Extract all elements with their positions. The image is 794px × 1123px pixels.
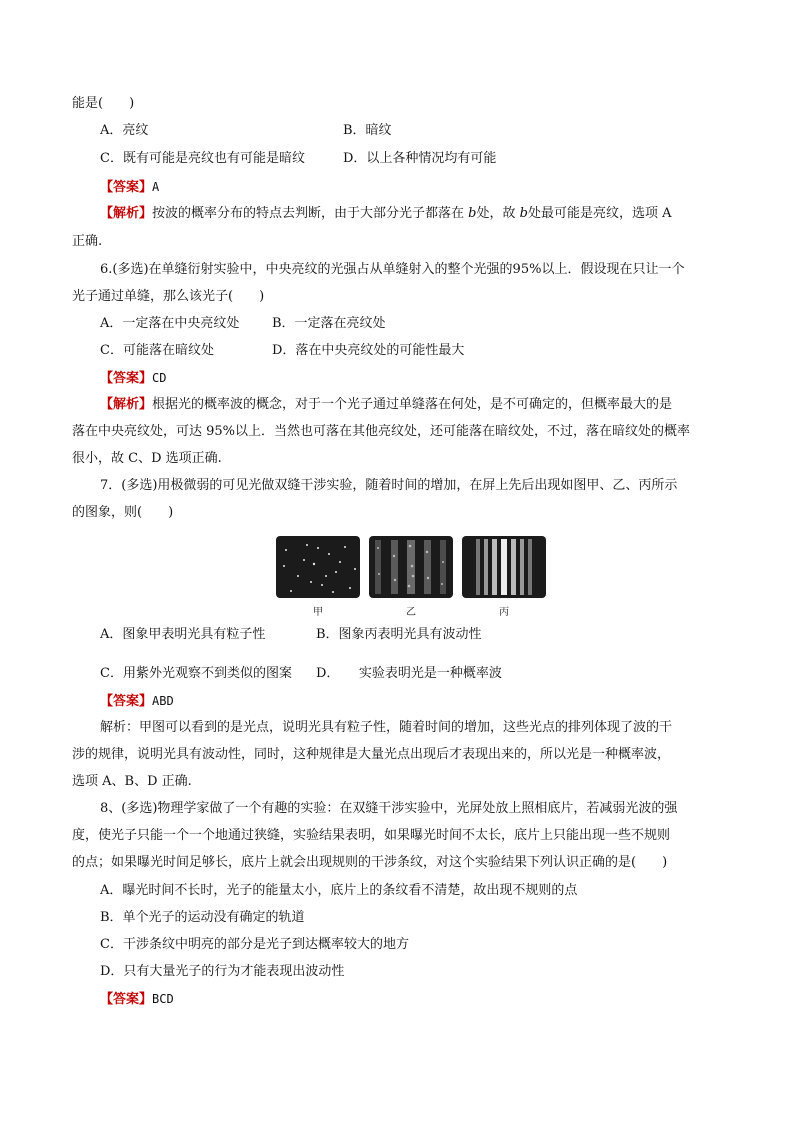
- q7-stem-line-2: 的图象，则( ): [72, 505, 174, 520]
- analysis-label: 【解析】: [100, 206, 153, 221]
- analysis-text: 根据光的概率波的概念，对于一个光子通过单缝落在何处，是不可确定的，但概率最大的是: [152, 397, 673, 412]
- q6-option-b: B．一定落在亮纹处: [272, 316, 386, 331]
- q5-answer: [100, 177, 159, 198]
- q7-answer: [100, 691, 174, 712]
- q7-analysis-line-3: 选项 A、B、D 正确.: [72, 774, 192, 789]
- q6-analysis-line-2: 落在中央亮纹处，可达 95%以上．当然也可落在其他亮纹处，还可能落在暗纹处，不过，落在暗纹处的概率: [72, 424, 691, 439]
- analysis-label: 【解析】: [100, 397, 153, 412]
- answer-label: 【答案】: [100, 371, 153, 386]
- q6-option-c: C．可能落在暗纹处: [100, 343, 214, 358]
- q8-answer: [100, 989, 174, 1010]
- analysis-text: 按波的概率分布的特点去判断，由于大部分光子都落在: [152, 206, 469, 221]
- q8-option-b: B．单个光子的运动没有确定的轨道: [100, 910, 305, 925]
- answer-label: 【答案】: [100, 180, 153, 195]
- q5-option-a: A．亮纹: [100, 123, 149, 138]
- figure-jia-particle-dots: [276, 536, 360, 598]
- q6-analysis-line-1: [100, 395, 672, 415]
- q8-stem-line-1: 8、(多选)物理学家做了一个有趣的实验：在双缝干涉实验中，光屏处放上照相底片，若减弱光波的强: [100, 801, 678, 816]
- q7-analysis-line-2: 涉的规律，说明光具有波动性，同时，这种规律是大量光点出现后才表现出来的，所以光是一种概率波，: [72, 747, 671, 762]
- answer-value: CD: [152, 371, 167, 385]
- figure-caption-yi: 乙: [406, 607, 416, 618]
- q5-option-d: D．以上各种情况均有可能: [343, 151, 497, 166]
- q7-option-c: C．用紫外光观察不到类似的图案: [100, 666, 292, 681]
- q5-option-c: C．既有可能是亮纹也有可能是暗纹: [100, 151, 305, 166]
- q6-option-d: D．落在中央亮纹处的可能性最大: [272, 343, 465, 358]
- dense-dots-pattern: [369, 536, 453, 598]
- figure-yi-emerging-fringes: [369, 536, 453, 598]
- q8-stem-line-3: 的点；如果曝光时间足够长，底片上就会出现规则的干涉条纹，对这个实验结果下列认识正确的是( ): [72, 855, 668, 870]
- q6-analysis-line-3: 很小，故 C、D 选项正确.: [72, 451, 222, 466]
- q8-option-c: C．干涉条纹中明亮的部分是光子到达概率较大的地方: [100, 937, 409, 952]
- q8-stem-line-2: 度，使光子只能一个一个地通过狭缝，实验结果表明，如果曝光时间不太长，底片上只能出现一些不规则: [72, 828, 671, 843]
- scattered-dots-pattern: [276, 536, 360, 598]
- q5-analysis-line-1: [100, 204, 671, 224]
- answer-value: BCD: [152, 992, 174, 1006]
- analysis-text: 处，故: [476, 206, 520, 221]
- q8-option-d: D．只有大量光子的行为才能表现出波动性: [100, 964, 345, 979]
- q7-option-d: D． 实验表明光是一种概率波: [316, 666, 502, 681]
- q7-analysis-line-1: 解析：甲图可以看到的是光点，说明光具有粒子性，随着时间的增加，这些光点的排列体现了波的干: [100, 720, 673, 735]
- answer-label: 【答案】: [100, 992, 153, 1007]
- figure-caption-jia: 甲: [313, 607, 323, 618]
- q8-option-a: A．曝光时间不长时，光子的能量太小，底片上的条纹看不清楚，故出现不规则的点: [100, 883, 578, 898]
- answer-label: 【答案】: [100, 694, 153, 709]
- figure-bing-interference-fringes: [462, 536, 546, 598]
- q7-option-a: A．图象甲表明光具有粒子性: [100, 627, 266, 642]
- analysis-var: b: [519, 206, 528, 221]
- analysis-var: b: [468, 206, 477, 221]
- q7-stem-line-1: 7．(多选)用极微弱的可见光做双缝干涉实验，随着时间的增加，在屏上先后出现如图甲、乙、丙所示: [100, 478, 678, 493]
- q5-stem-tail: 能是( ): [72, 96, 135, 111]
- fringe-stripes-pattern: [462, 536, 546, 598]
- analysis-text: 处最可能是亮纹，选项 A: [527, 206, 672, 221]
- figure-caption-bing: 丙: [499, 607, 509, 618]
- q6-option-a: A．一定落在中央亮纹处: [100, 316, 240, 331]
- answer-value: ABD: [152, 694, 174, 708]
- q6-answer: [100, 368, 166, 389]
- q6-stem-line-1: 6.(多选)在单缝衍射实验中，中央亮纹的光强占从单缝射入的整个光强的95%以上．假设现在只让一个: [100, 262, 685, 277]
- q5-option-b: B．暗纹: [343, 123, 392, 138]
- q7-option-b: B．图象丙表明光具有波动性: [316, 627, 482, 642]
- q5-analysis-line-2: 正确.: [72, 234, 103, 249]
- answer-value: A: [152, 180, 160, 194]
- q6-stem-line-2: 光子通过单缝，那么该光子( ): [72, 289, 265, 304]
